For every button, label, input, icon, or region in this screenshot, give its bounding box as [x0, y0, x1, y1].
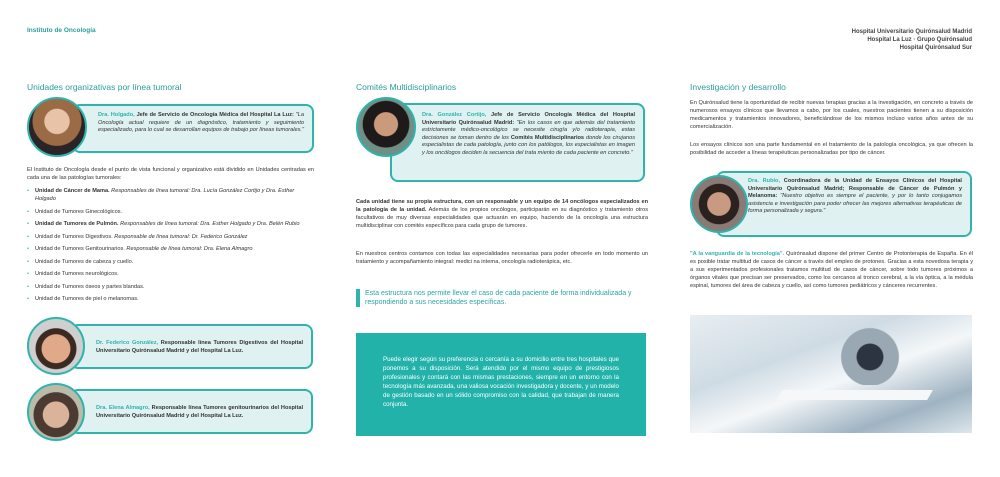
- list-item: • Unidad de Tumores Digestivos. Responsable de línea tumoral: Dr. Federico González: [27, 233, 314, 241]
- quote-card-gonzalez-cortijo: [390, 103, 645, 182]
- units-intro: El Instituto de Oncología desde el punto de vista funcional y organizativo está dividido en Unidades centradas en cada una de las patologías tumorales:: [27, 167, 314, 181]
- doctor-name: Dra. González Cortijo,: [422, 112, 487, 118]
- treatment-table-shape: [777, 390, 933, 400]
- doctor-role: Responsable línea Tumores Digestivos del Hospital Universitario Quirónsalud Madrid y del Hospital La Luz.: [96, 340, 303, 354]
- doctor-quote: "Nuestro objetivo es siempre el paciente, y por lo tanto conjugamos asistencia e investigación para poder ofrecer las mejores alternativas terapéuticas de forma personalizada y segura.": [748, 193, 963, 215]
- trials-paragraph: Los ensayos clínicos son una parte fundamental en el tratamiento de la patología oncológica, ya que ofrecen la posibilidad de acceder a líneas terapéuticas personalizadas por tipo de cáncer.: [690, 142, 973, 156]
- list-item: • Unidad de Tumores neurológicos.: [27, 270, 314, 278]
- doctor-quote: "La Oncología actual requiere de un diagnóstico, tratamiento y seguimiento especializado, para lo cual se desarrollan equipos de trabajo por líneas tumorales.": [98, 112, 304, 134]
- list-item: • Unidad de Tumores Ginecológicos.: [27, 208, 314, 216]
- doctor-photo-holgado: [27, 97, 87, 157]
- technology-paragraph: "A la vanguardia de la tecnología". Quirónsalud dispone del primer Centro de Protonterapia de España. En él es posible tratar multitud de casos de cáncer a través del empleo de protones. Gracias a esta novedosa terapia y a sus experimentados profesionales tratamos multitud de casos de cáncer, sobre todo tumores próximos a órganos vitales que precisan ser preservados, como los cercanos al tronco cerebral, a la vía óptica, a la médula espinal, tumores del área de cabeza y cuello, así como tumores pediátricos y cánceres recurrentes.: [690, 251, 974, 289]
- doctor-role: Coordinadora de la Unidad de Ensayos Clínicos del Hospital Universitario Quirónsalud Madrid; Responsable de Cáncer de Pulmón y Melanoma:: [748, 178, 962, 200]
- hospitals-info-box: Puede elegir según su preferencia o cercanía a su domicilio entre tres hospitales que ponemos a su disposición. Será atendido por el mismo equipo de prestigiosos profesionales y contará con las mismas prestaciones, siempre en un entorno con la tecnología más avanzada, una valiosa vocación investigadora y docente, y un modelo de gestión basado en un sólido compromiso con la calidad, que trabajan de manera conjunta.: [356, 333, 646, 436]
- list-item: • Unidad de Tumores Genitourinarios. Responsable de línea tumoral: Dra. Elena Almagro: [27, 245, 314, 253]
- callout-quote: Esta estructura nos permite llevar el caso de cada paciente de forma individualizada y respondiendo a sus necesidades específicas.: [356, 289, 648, 307]
- list-item: • Unidad de Tumores de piel o melanomas.: [27, 295, 314, 303]
- hospital-name: Hospital Quirónsalud Sur: [899, 45, 972, 51]
- list-item: • Unidad de Cáncer de Mama. Responsables de línea tumoral: Dra. Lucía González Cortijo y Dra. Esther Holgado: [27, 187, 314, 203]
- doctor-role: Jefe de Servicio de Oncología Médica del Hospital La Luz:: [136, 112, 294, 118]
- doctor-role: Responsable línea Tumores genitourinarios del Hospital Universitario Quirónsalud Madrid y del Hospital La Luz.: [96, 405, 303, 419]
- research-paragraph: En Quirónsalud tiene la oportunidad de recibir nuevas terapias gracias a la investigación, en concreto a través de numerosos ensayos clínicos que llevamos a cabo, por los cuales, nuestros pacientes tienen a su disposición medicamentos y tratamientos innovadores, beneficiándose de los mismos incluso varios años antes de su comercialización.: [690, 100, 973, 130]
- quote-card-almagro: [70, 389, 313, 434]
- hospital-name: Hospital La Luz · Grupo Quirónsalud: [867, 37, 972, 43]
- quote-card-gonzalez: [70, 324, 313, 369]
- gantry-shape: [840, 315, 900, 385]
- list-item: • Unidad de Tumores de cabeza y cuello.: [27, 258, 314, 266]
- doctor-name: Dra. Holgado,: [98, 112, 135, 118]
- list-item: • Unidad de Tumores de Pulmón. Responsables de línea tumoral: Dra. Esther Holgado y Dra. Belén Rubio: [27, 220, 314, 228]
- quote-card-holgado: [72, 104, 314, 153]
- doctor-photo-rubio: [690, 175, 748, 233]
- units-list: [27, 187, 314, 308]
- structure-paragraph: Cada unidad tiene su propia estructura, con un responsable y un equipo de 14 oncólogos especializados en la patología de la unidad. Además de los propios oncólogos, participarán en su diagnóstico y tratamiento otros facultativos de muy diversas especialidades que actuarán en equipo, haciendo de la oncología una estructura multidisciplinar con comités específicos para cada grupo de tumores.: [356, 199, 649, 229]
- hospital-name: Hospital Universitario Quirónsalud Madrid: [851, 29, 972, 35]
- committees-title: Comités Multidisciplinarios: [356, 82, 457, 92]
- doctor-quote-emphasis: Comités Multidisciplinarios: [510, 134, 585, 141]
- doctor-quote: donde los cirujanos especialistas de cada patología, junto con los patólogos, los especialistas en imagen y los oncólogos deciden la secuencia del trata miento de cada paciente en concreto.": [422, 134, 636, 156]
- doctor-name: Dra. Elena Almagro,: [96, 405, 150, 411]
- doctor-name: Dra. Rubio,: [748, 178, 781, 184]
- list-item: • Unidad de Tumores óseos y partes blandas.: [27, 283, 314, 291]
- doctor-photo-gonzalez-cortijo: [356, 97, 416, 157]
- doctor-photo-almagro: [27, 383, 85, 441]
- protontherapy-room-image: [690, 315, 972, 433]
- doctor-role: Jefe de Servicio Oncología Médica del Hospital Universitario Quirónsalud Madrid:: [422, 112, 635, 126]
- research-title: Investigación y desarrollo: [690, 82, 786, 92]
- doctor-photo-gonzalez: [27, 317, 85, 375]
- units-title: Unidades organizativas por línea tumoral: [27, 82, 182, 92]
- specialties-paragraph: En nuestros centros contamos con todas las especialidades necesarias para poder ofrecerle en todo momento un tratamiento y acompañamiento integral: medici na interna, oncología radioterápica, etc.: [356, 251, 648, 265]
- hospital-list: [852, 28, 972, 52]
- quote-card-rubio: [716, 171, 972, 237]
- doctor-quote: "En los casos en que además del tratamiento estrictamente médico-oncológico se necesite cirugía y/o radioterapia, estas decisiones se toman dentro de los: [422, 119, 635, 141]
- doctor-name: Dr. Federico González,: [96, 340, 159, 346]
- section-label: Instituto de Oncología: [27, 27, 96, 34]
